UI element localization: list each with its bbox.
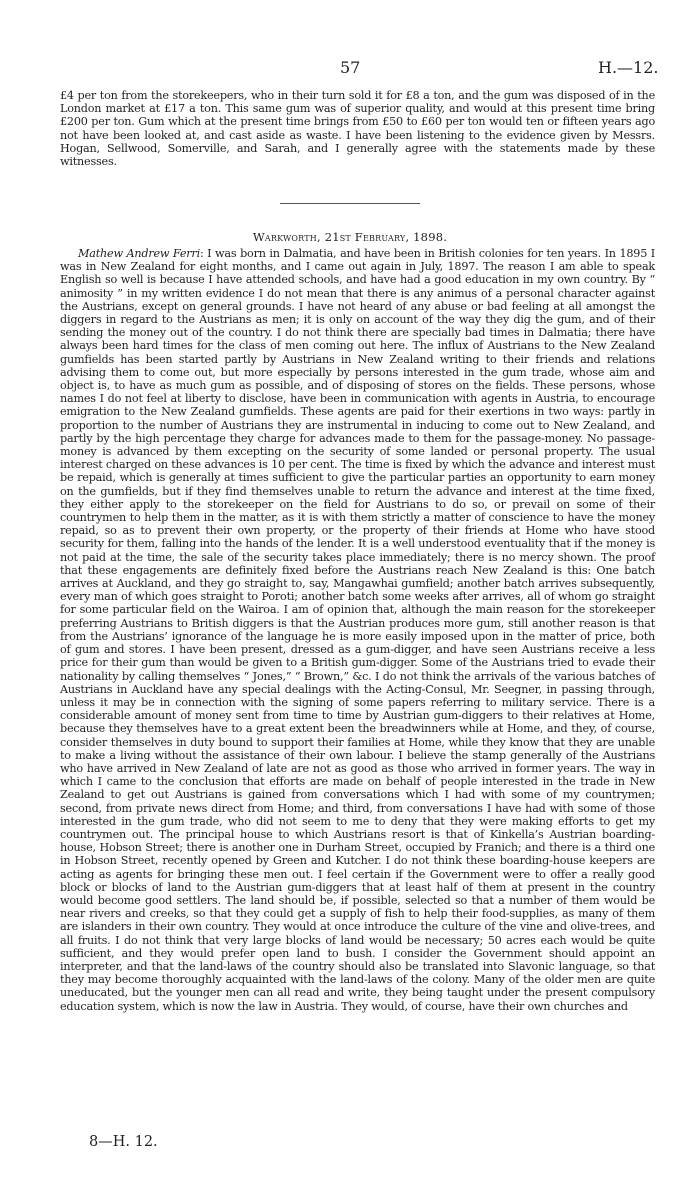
page-number: 57 xyxy=(340,58,361,77)
section-heading-text: Warkworth, 21st February, 1898. xyxy=(252,230,448,244)
section-divider xyxy=(280,203,420,204)
witness-name: Mathew Andrew Ferri xyxy=(78,247,200,260)
section-heading xyxy=(0,230,700,244)
testimony-paragraph xyxy=(60,247,655,1013)
paragraph-continued: £4 per ton from the storekeepers, who in their turn sold it for £8 a ton, and the gum was disposed of in the London market at £17 a ton. This same gum was of superior quality, and would at this present time bring £200 per ton. Gum which at the present time brings from £50 to £60 per ton would ten or fifteen years ago not have been looked at, and cast aside as waste. I have been listening to the evidence given by Messrs. Hogan, Sellwood, Somerville, and Sarah, and I generally agree with the statements made by these witnesses. xyxy=(60,89,655,169)
document-reference: H.—12. xyxy=(598,58,659,77)
printer-signature: 8—H. 12. xyxy=(89,1134,158,1150)
testimony-text: : I was born in Dalmatia, and have been in British colonies for ten years. In 1895 I was in New Zealand for eight months, and I came out again in July, 1897. The reason I am able to speak English so well is because I have attended schools, and have had a good education in my own country. By “ animosity ” in my written evidence I do not mean that there is any animus of a personal character against the Austrians, except on general grounds. I have not heard of any abuse or bad feeling at all amongst the diggers in regard to the Austrians as men; it is only on account of the way they dig the gum, and of their sending the money out of the country. I do not think there are specially bad times in Dalmatia; there have always been hard times for the class of men coming out here. The influx of Austrians to the New Zealand gumfields has been started partly by Austrians in New Zealand writing to their friends and relations advising them to come out, but more especially by persons interested in the gum trade, whose aim and object is, to have as much gum as possible, and of disposing of stores on the fields. These persons, whose names I do not feel at liberty to disclose, have been in communication with agents in Austria, to encourage emigration to the New Zealand gumfields. These agents are paid for their exertions in two ways: partly in proportion to the number of Austrians they are instrumental in inducing to come out to New Zealand, and partly by the high percentage they charge for advances made to them for the passage-money. No passage-money is advanced by them excepting on the security of some landed or personal property. The usual interest charged on these advances is 10 per cent. The time is fixed by which the advance and interest must be repaid, which is generally at times sufficient to give the particular parties an opportunity to earn money on the gumfields, but if they find themselves unable to return the advance and interest at the time fixed, they either apply to the storekeeper on the field for Austrians to do so, or prevail on some of their countrymen to help them in the matter, as it is with them strictly a matter of conscience to have the money repaid, so as to prevent their own property, or the property of their friends at Home who have stood security for them, falling into the hands of the lender. It is a well understood eventuality that if the money is not paid at the time, the sale of the security takes place immediately; there is no mercy shown. The proof that these engagements are definitely fixed before the Austrians reach New Zealand is this: One batch arrives at Auckland, and they go straight to, say, Mangawhai gumfield; another batch arrives subsequently, every man of which goes straight to Poroti; another batch some weeks after arrives, all of whom go straight for some particular field on the Wairoa. I am of opinion that, although the main reason for the storekeeper preferring Austrians to British diggers is that the Austrian produces more gum, still another reason is that from the Austrians’ ignorance of the language he is more easily imposed upon in the matter of price, both of gum and stores. I have been present, dressed as a gum-digger, and have seen Austrians receive a less price for their gum than would be given to a British gum-digger. Some of the Austrians tried to evade their nationality by calling themselves “ Jones,” “ Brown,” &c. I do not think the arrivals of the various batches of Austrians in Auckland have any special dealings with the Acting-Consul, Mr. Seegner, in passing through, unless it may be in connection with the signing of some papers referring to military service. There is a considerable amount of money sent from time to time by Austrian gum-diggers to their relatives at Home, because they themselves have to a great extent been the breadwinners while at Home, and they, of course, consider themselves in duty bound to support their families at Home, while they know that they are unable to make a living without the assistance of their own labour. I believe the stamp generally of the Austrians who have arrived in New Zealand of late are not as good as those who arrived in former years. The way in which I came to the conclusion that efforts are made on behalf of people interested in the trade in New Zealand to get out Austrians is gained from conversations which I had with some of my countrymen; second, from private news direct from Home; and third, from conversations I have had with some of those interested in the gum trade, who did not seem to me to deny that they were making efforts to get my countrymen out. The principal house to which Austrians resort is that of Kinkella’s Austrian boarding-house, Hobson Street; there is another one in Durham Street, occupied by Franich; and there is a third one in Hobson Street, recently opened by Green and Kutcher. I do not think these boarding-house keepers are acting as agents for bringing these men out. I feel certain if the Government were to offer a really good block or blocks of land to the Austrian gum-diggers that at least half of them at present in the country would become good settlers. The land should be, if possible, selected so that a number of them would be near rivers and creeks, so that they could get a supply of fish to help their food-supplies, as many of them are islanders in their own country. They would at once introduce the culture of the vine and olive-trees, and all fruits. I do not think that very large blocks of land would be necessary; 50 acres each would be quite sufficient, and they would prefer open land to bush. I consider the Government should appoint an interpreter, and that the land-laws of the country should also be translated into Slavonic language, so that they may become thoroughly acquainted with the land-laws of the colony. Many of the older men are quite uneducated, but the younger men can all read and write, they being taught under the present compulsory education system, which is now the law in Austria. They would, of course, have their own churches and xyxy=(60,247,655,1013)
